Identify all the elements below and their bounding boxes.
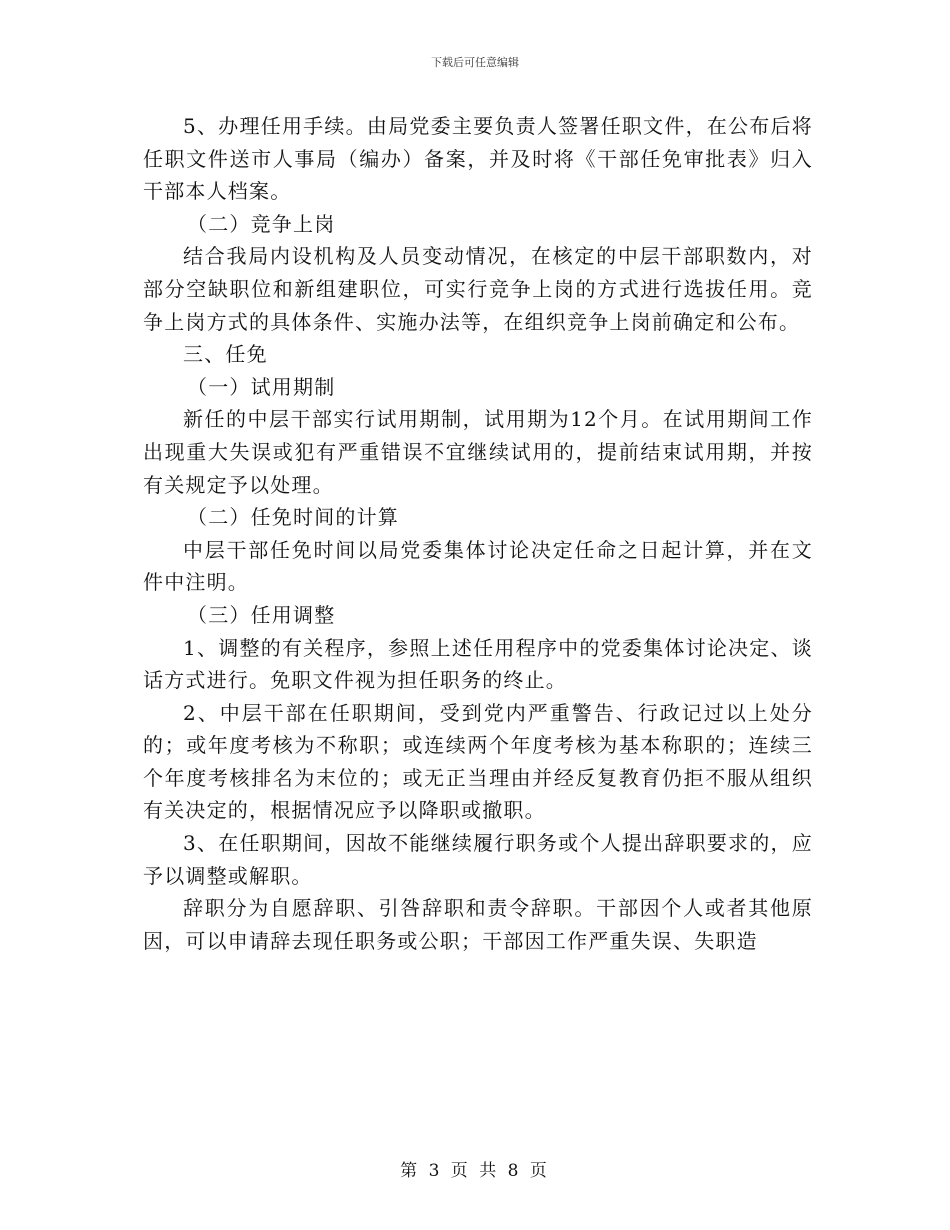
document-body	[143, 110, 813, 957]
section-heading-time-calculation: （二）任免时间的计算	[187, 505, 399, 530]
section-heading-adjustment: （三）任用调整	[187, 602, 336, 627]
paragraph-adjustment-1: 1、调整的有关程序，参照上述任用程序中的党委集体讨论决定、谈话方式进行。免职文件视为担任职务的终止。	[143, 635, 813, 693]
section-heading-appointment: 三、任免	[183, 342, 268, 367]
paragraph-probation: 新任的中层干部实行试用期制，试用期为12个月。在试用期间工作出现重大失误或犯有严重错误不宜继续试用的，提前结束试用期，并按有关规定予以处理。	[143, 407, 813, 497]
page-header-note: 下载后可任意编辑	[431, 56, 519, 69]
paragraph-adjustment-2: 2、中层干部在任职期间，受到党内严重警告、行政记过以上处分的；或年度考核为不称职；或连续两个年度考核为基本称职的；连续三个年度考核排名为末位的；或无正当理由并经反复教育仍拒不服从组织有关决定的，根据情况应予以降职或撤职。	[143, 700, 813, 823]
paragraph-competition: 结合我局内设机构及人员变动情况，在核定的中层干部职数内，对部分空缺职位和新组建职位，可实行竞争上岗的方式进行选拔任用。竞争上岗方式的具体条件、实施办法等，在组织竞争上岗前确定和公布。	[143, 244, 813, 334]
section-heading-competition: （二）竞争上岗	[187, 211, 336, 236]
section-heading-probation: （一）试用期制	[187, 374, 336, 399]
paragraph-time-calculation: 中层干部任免时间以局党委集体讨论决定任命之日起计算，并在文件中注明。	[143, 537, 813, 595]
paragraph-resignation: 辞职分为自愿辞职、引咎辞职和责令辞职。干部因个人或者其他原因，可以申请辞去现任职务或公职；干部因工作严重失误、失职造	[143, 896, 813, 953]
paragraph-item-5-procedure: 5、办理任用手续。由局党委主要负责人签署任职文件，在公布后将任职文件送市人事局（编办）备案，并及时将《干部任免审批表》归入干部本人档案。	[143, 114, 813, 204]
page-number-footer: 第 3 页 共 8 页	[400, 1161, 550, 1181]
paragraph-adjustment-3: 3、在任职期间，因故不能继续履行职务或个人提出辞职要求的，应予以调整或解职。	[143, 831, 813, 888]
